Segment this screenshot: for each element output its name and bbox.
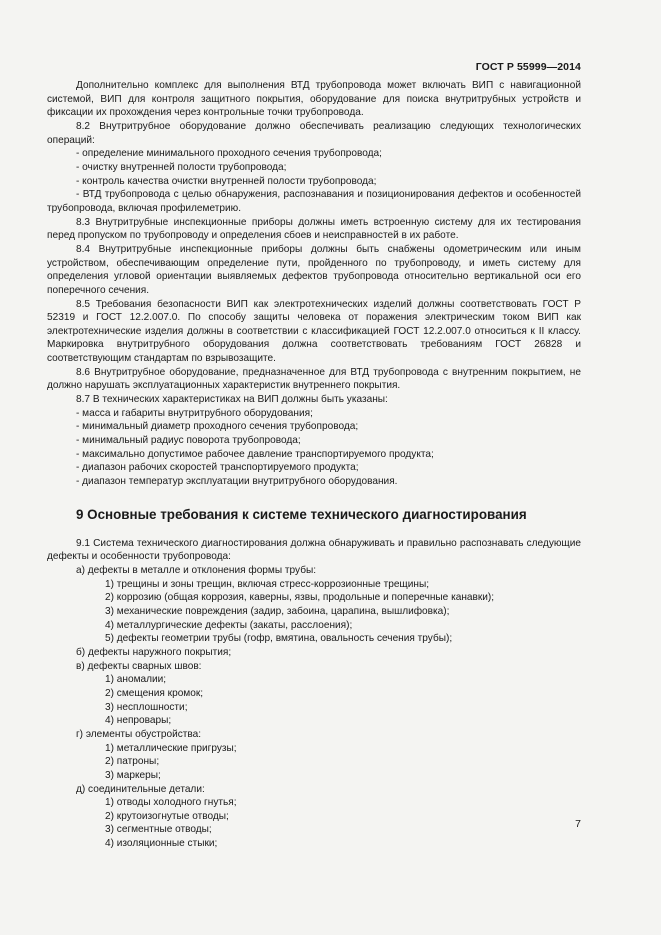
list-d-item-4: 4) изоляционные стыки; xyxy=(105,838,218,850)
list-item-spec-6: - диапазон температур эксплуатации внутритрубного оборудования. xyxy=(76,476,398,488)
paragraph-8-4: 8.4 Внутритрубные инспекционные приборы должны быть снабжены одометрическим или иным устройством, обеспечивающим определение пути, пройденного по трубопроводу, и иметь систему для определения угловой ориентации выявляемых дефектов трубопровода относительно вертикальной оси его поперечного сечения. xyxy=(47,243,581,296)
list-g-item-2: 2) патроны; xyxy=(105,756,160,768)
list-g-label: г) элементы обустройства: xyxy=(76,728,202,740)
list-a-item-4: 4) металлургические дефекты (закаты, расслоения); xyxy=(105,619,353,631)
list-item-op-3: - контроль качества очистки внутренней полости трубопровода; xyxy=(76,175,377,187)
list-item-spec-3: - минимальный радиус поворота трубопровода; xyxy=(76,435,301,447)
list-item-op-2: - очистку внутренней полости трубопровода; xyxy=(76,161,287,173)
list-a-item-5: 5) дефекты геометрии трубы (гофр, вмятина, овальность сечения трубы); xyxy=(105,633,453,645)
paragraph-8-7: 8.7 В технических характеристиках на ВИП должны быть указаны: xyxy=(76,394,388,406)
list-item-op-4: - ВТД трубопровода с целью обнаружения, распознавания и позиционирования дефектов и особенностей трубопровода, включая профилеметрию. xyxy=(47,189,581,214)
paragraph-8-3: 8.3 Внутритрубные инспекционные приборы должны иметь встроенную систему для их тестирования перед пропуском по трубопроводу и определения сбоев и неисправностей в их работе. xyxy=(47,216,581,242)
paragraph-8-1-cont: Дополнительно комплекс для выполнения ВТД трубопровода может включать ВИП с навигационной системой, ВИП для контроля защитного покрытия, оборудование для поиска внутритрубных устройств и фиксации их прохождения через контрольные точки трубопровода. xyxy=(47,80,581,119)
list-d-item-2: 2) крутоизогнутые отводы; xyxy=(105,810,229,822)
list-item-spec-4: - максимально допустимое рабочее давление транспортируемого продукта; xyxy=(76,448,434,460)
paragraph-8-6: 8.6 Внутритрубное оборудование, предназначенное для ВТД трубопровода с внутренним покрытием, не должно нарушать эксплуатационных характеристик внутреннего покрытия. xyxy=(47,366,581,392)
list-v-item-4: 4) непровары; xyxy=(105,715,172,727)
list-a-label: а) дефекты в металле и отклонения формы трубы: xyxy=(76,565,317,576)
standard-code-header: ГОСТ Р 55999—2014 xyxy=(475,61,581,73)
list-v-label: в) дефекты сварных швов: xyxy=(76,660,202,672)
list-a-item-2: 2) коррозию (общая коррозия, каверны, язвы, продольные и поперечные канавки); xyxy=(105,592,495,604)
list-d-label: д) соединительные детали: xyxy=(76,783,205,795)
list-v-item-2: 2) смещения кромок; xyxy=(105,687,204,699)
paragraph-8-5: 8.5 Требования безопасности ВИП как электротехнических изделий должны соответствовать ГОСТ Р 52319 и ГОСТ 12.2.007.0. По способу защиты человека от поражения электрическим током ВИП как электротехнические изделия должны в соответствии с классификацией ГОСТ 12.2.007.0 относиться к II классу. Маркировка внутритрубного оборудования должна соответствовать требованиям ГОСТ 26828 и соответствующим стандартам по взрывозащите. xyxy=(47,298,581,365)
page-number: 7 xyxy=(575,818,581,830)
paragraph-9-1: 9.1 Система технического диагностирования должна обнаруживать и правильно распознавать следующие дефекты и особенности трубопровода: xyxy=(47,537,581,563)
list-d-item-1: 1) отводы холодного гнутья; xyxy=(105,797,237,809)
list-v-item-3: 3) несплошности; xyxy=(105,701,188,713)
list-g-item-1: 1) металлические пригрузы; xyxy=(105,742,237,754)
list-b-label: б) дефекты наружного покрытия; xyxy=(76,646,232,658)
document-body xyxy=(47,79,581,851)
list-d-item-3: 3) сегментные отводы; xyxy=(105,824,212,836)
list-v-item-1: 1) аномалии; xyxy=(105,674,167,686)
list-item-spec-5: - диапазон рабочих скоростей транспортируемого продукта; xyxy=(76,462,359,474)
paragraph-8-2: 8.2 Внутритрубное оборудование должно обеспечивать реализацию следующих технологических операций: xyxy=(47,120,581,146)
list-a-item-3: 3) механические повреждения (задир, забоина, царапина, вышлифовка); xyxy=(105,605,450,617)
list-g-item-3: 3) маркеры; xyxy=(105,769,161,781)
section-9-heading: 9 Основные требования к системе технического диагностирования xyxy=(76,506,527,522)
list-item-spec-1: - масса и габариты внутритрубного оборудования; xyxy=(76,407,313,419)
list-item-op-1: - определение минимального проходного сечения трубопровода; xyxy=(76,148,382,160)
list-a-item-1: 1) трещины и зоны трещин, включая стресс-коррозионные трещины; xyxy=(105,578,430,590)
list-item-spec-2: - минимальный диаметр проходного сечения трубопровода; xyxy=(76,421,359,433)
